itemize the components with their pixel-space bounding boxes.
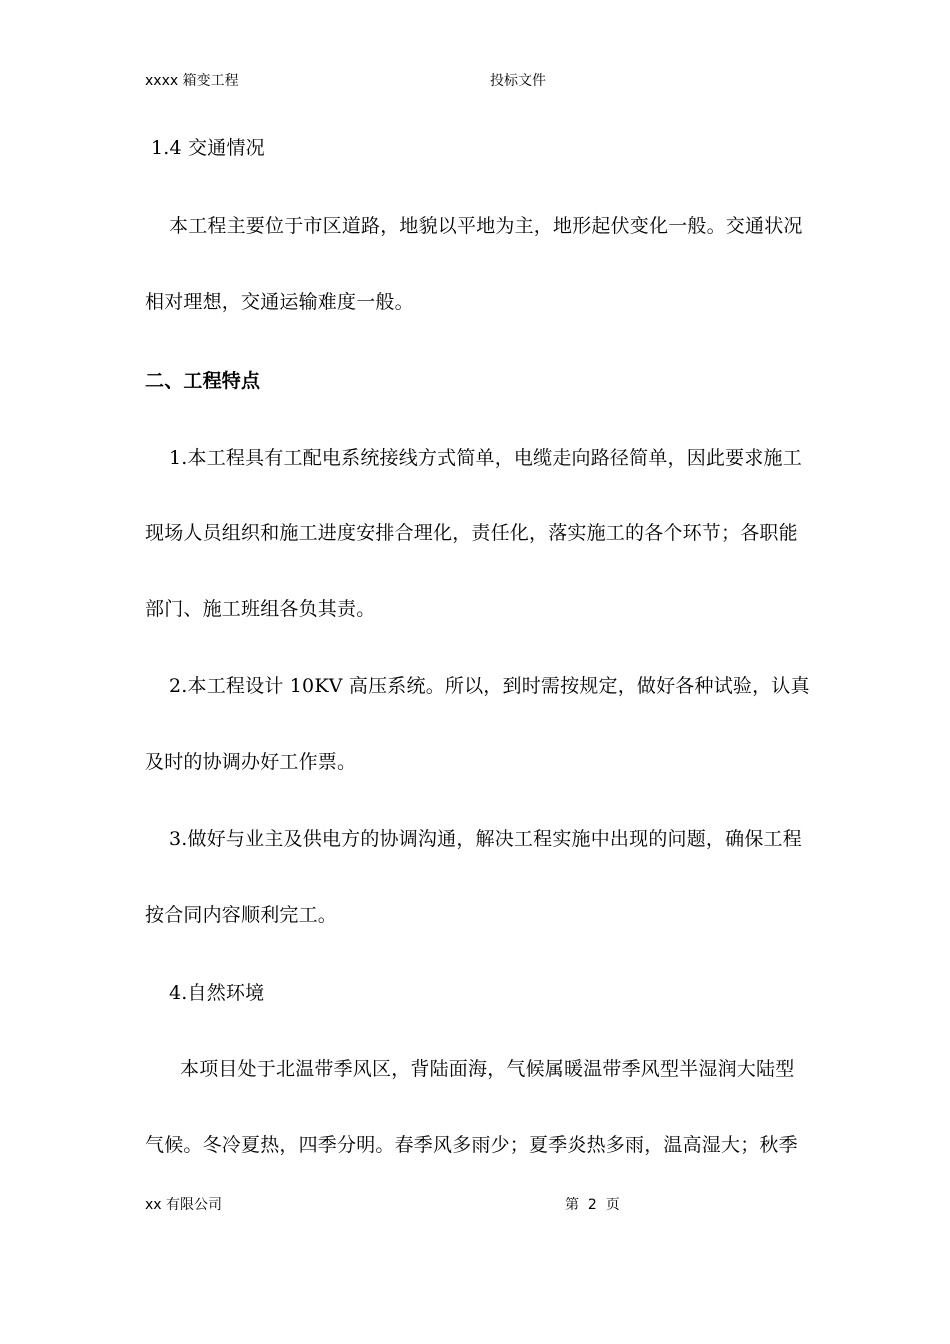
section-2-title: 二、工程特点 bbox=[145, 370, 261, 392]
item-1-line-3: 部门、施工班组各负其责。 bbox=[145, 598, 376, 620]
item-2-line-2: 及时的协调办好工作票。 bbox=[145, 751, 357, 773]
item-4-title: 4.自然环境 bbox=[169, 982, 265, 1004]
section-1-4-title: 1.4 交通情况 bbox=[151, 137, 265, 159]
footer-page-number: 第 2 页 bbox=[565, 1197, 620, 1213]
environment-line-2: 气候。冬冷夏热，四季分明。春季风多雨少；夏季炎热多雨，温高湿大；秋季 bbox=[145, 1134, 798, 1156]
item-3-line-2: 按合同内容顺利完工。 bbox=[145, 904, 338, 926]
footer-company-name: xx 有限公司 bbox=[145, 1197, 223, 1213]
header-project-name: xxxx 箱变工程 bbox=[145, 73, 239, 89]
item-3-line-1: 3.做好与业主及供电方的协调沟通，解决工程实施中出现的问题，确保工程 bbox=[169, 828, 802, 850]
header-document-type: 投标文件 bbox=[490, 73, 546, 89]
item-1-line-2: 现场人员组织和施工进度安排合理化，责任化，落实施工的各个环节；各职能 bbox=[145, 522, 798, 544]
item-2-line-1: 2.本工程设计 10KV 高压系统。所以，到时需按规定，做好各种试验，认真 bbox=[169, 675, 810, 697]
environment-line-1: 本项目处于北温带季风区，背陆面海，气候属暖温带季风型半湿润大陆型 bbox=[180, 1058, 795, 1080]
item-1-line-1: 1.本工程具有工配电系统接线方式简单，电缆走向路径简单，因此要求施工 bbox=[169, 447, 802, 469]
traffic-paragraph-line-1: 本工程主要位于市区道路，地貌以平地为主，地形起伏变化一般。交通状况 bbox=[169, 215, 803, 237]
traffic-paragraph-line-2: 相对理想，交通运输难度一般。 bbox=[145, 291, 414, 313]
